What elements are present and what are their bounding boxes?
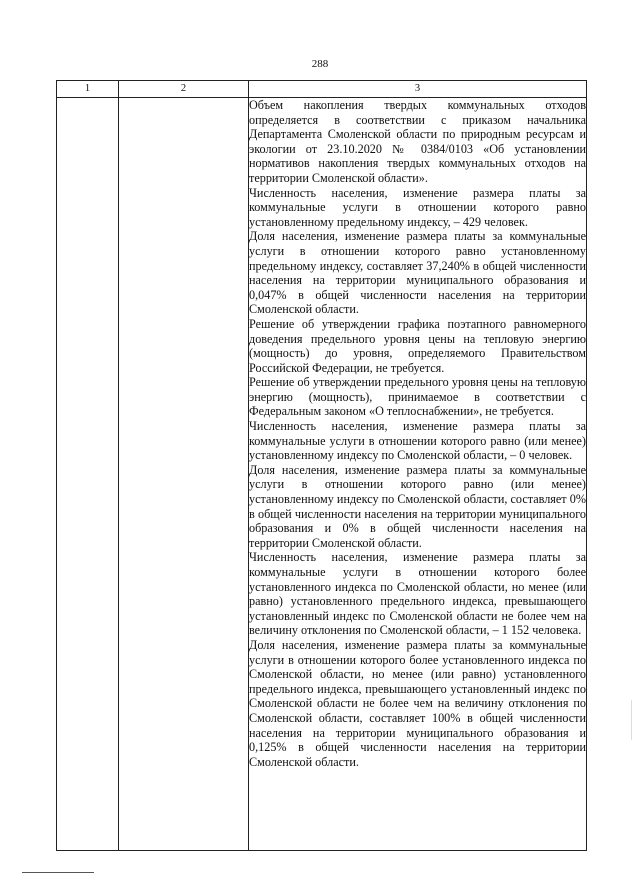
cell-column-2 xyxy=(119,98,249,851)
document-table xyxy=(56,80,587,851)
scan-margin-mark xyxy=(631,700,632,740)
column-header-1: 1 xyxy=(57,81,119,98)
paragraph-share-regional-index: Доля населения, изменение размера платы за коммунальные услуги в отношении которого равно (или менее) установленному индексу по Смоленской области, составляет 0% в общей численности населения на территории муниципального образования и 0% в общей численности населения на территории Смоленской области. xyxy=(249,462,586,550)
paragraph-heat-price-schedule: Решение об утверждении графика поэтапного равномерного доведения предельного уровня цены на тепловую энергию (мощность) до уровня, определяемого Правительством Российской Федерации, не требуется. xyxy=(249,316,586,375)
footer-rule xyxy=(22,872,94,873)
paragraph-heat-price-limit: Решение об утверждении предельного уровня цены на тепловую энергию (мощность), принимаемое в соответствии с Федеральным законом «О теплоснабжении», не требуется. xyxy=(249,375,586,419)
column-header-2: 2 xyxy=(119,81,249,98)
cell-column-1 xyxy=(57,98,119,851)
paragraph-population-above-index: Численность населения, изменение размера платы за коммунальные услуги в отношении которого более установленного индекса по Смоленской области, но менее (или равно) установленного предельного индекса, превышающего установленный индекс по Смоленской области не более чем на величину отклонения по Смоленской области, – 1 152 человека. xyxy=(249,550,586,638)
cell-column-3 xyxy=(249,98,587,851)
paragraph-share-above-index: Доля населения, изменение размера платы за коммунальные услуги в отношении которого более установленного индекса по Смоленской области, но менее (или равно) установленного предельного индекса, превышающего установленный индекс по Смоленской области не более чем на величину отклонения по Смоленской области, составляет 100% в общей численности населения на территории муниципального образования и 0,125% в общей численности населения на территории Смоленской области. xyxy=(249,637,586,769)
page-number: 288 xyxy=(311,58,329,70)
column-header-3: 3 xyxy=(249,81,587,98)
paragraph-tko-norms: Объем накопления твердых коммунальных отходов определяется в соответствии с приказом начальника Департамента Смоленской области по природным ресурсам и экологии от 23.10.2020 № 0384/0103 «Об установлении нормативов накопления твердых коммунальных отходов на территории Смоленской области». xyxy=(249,98,586,185)
paragraph-population-limit-index: Численность населения, изменение размера платы за коммунальные услуги в отношении которого равно установленному предельному индексу, – 429 человек. xyxy=(249,185,586,229)
table-header-row xyxy=(57,81,587,98)
paragraph-share-limit-index: Доля населения, изменение размера платы за коммунальные услуги в отношении которого равно установленному предельному индексу, составляет 37,240% в общей численности населения на территории муниципального образования и 0,047% в общей численности населения на территории Смоленской области. xyxy=(249,229,586,317)
table-row xyxy=(57,98,587,851)
paragraph-population-regional-index: Численность населения, изменение размера платы за коммунальные услуги в отношении которого равно (или менее) установленному индексу по Смоленской области, – 0 человек. xyxy=(249,419,586,463)
